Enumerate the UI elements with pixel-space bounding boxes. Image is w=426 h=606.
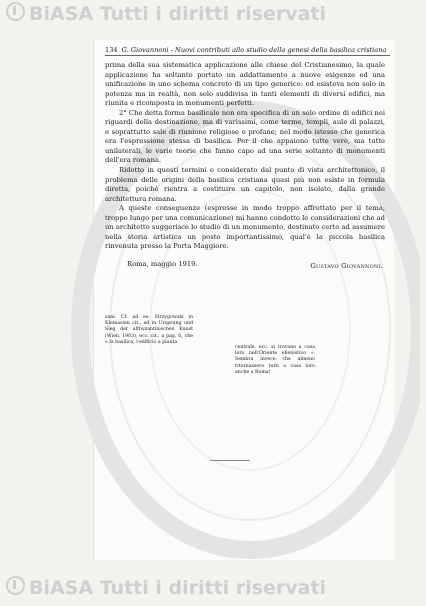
watermark-bottom-text: BiASA Tutti i diritti riservati (29, 577, 327, 599)
bottom-rule (210, 460, 250, 461)
page-number: 134 (105, 46, 118, 54)
footnote-right: centrale, ecc. si trovano a casa loro nell'Oriente ellenistico ». Sembra invece che almeno ritornassero tutti a casa loro anche a Roma! (235, 345, 315, 375)
biasa-logo-icon (6, 2, 25, 21)
date-line: Roma, maggio 1919. (127, 259, 198, 268)
main-text (105, 61, 385, 268)
watermark-top-text: BiASA Tutti i diritti riservati (29, 3, 327, 25)
watermark-top (6, 2, 326, 25)
running-header (105, 46, 390, 56)
signature-block (105, 256, 385, 268)
footnote-left: zani. Cf. ad es. Strzygowski in Kleinasien cit., ed in Ursprung und Sieg der altbyzantinischen Kunst (Wien, 1903), ecc. cit., a pag. 6, che « la basilica, l'edificio a pianta (105, 315, 193, 345)
watermark-bottom (6, 576, 326, 599)
paragraph: Ridotto in questi termini e considerato dal punto di vista architettonico, il problema delle origini della basilica cristiana quasi più non esiste in formula diretta, poichè rientra a costituire un capitolo, non isolato, dalla grande architettura romana. (105, 166, 385, 203)
paragraph: prima della sua sistematica applicazione alle chiese del Cristianesimo, la quale applicazione ha soltanto portato un addattamento a nuove esigenze ed una unificazione in uno schema concreto di un tipo generico: ed esisteva non solo in potenza ma in realtà, non solo suddivisa in tanti elementi di diversi edifici, ma riunita e ricomposta in monumenti perfetti. (105, 61, 385, 108)
author-name: Gustavo Giovannoni. (310, 261, 383, 270)
paragraph: 2° Che detta forma basilicale non era specifica di un solo ordine di edifici nei riguardi della destinazione, ma di varissimi, come terme, templi, aule di palazzi, e soprattutto sale di riunione religiose o profane; nel modo istesso che generica era l'espressione stessa di basilica. Per il che appaiono tutte vere, ma tutte unilaterali, le varie teorie che fanno capo ad una serie soltanto di monumenti dell'era romana. (105, 108, 385, 165)
running-title: G. Giovannoni - Nuovi contributi allo studio della genesi della basilica cristiana (121, 46, 387, 54)
biasa-logo-icon (6, 576, 25, 595)
paragraph: A queste conseguenze (espresse in modo troppo affrettato per il tema, troppo lungo per una comunicazione) mi hanno condotto le considerazioni che ad un architetto suggerisce lo studio di un monumento, destinato certo ad assumere nella storia artistica un posto importantissimo, qual'è la piccola basilica rinvenuta presso la Porta Maggiore. (105, 204, 385, 251)
